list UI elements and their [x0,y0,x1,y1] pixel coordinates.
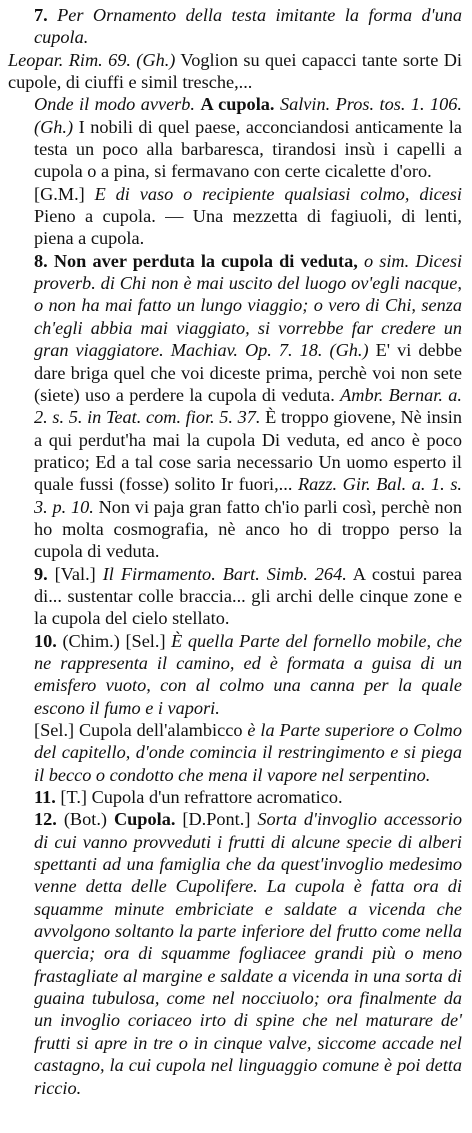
sel-term: Cupola dell'alambicco [78,720,243,740]
sense-8 [8,250,462,563]
source-tag: [T.] [60,787,87,808]
sense-7-gm [8,183,462,250]
quote: I nobili di quel paese, acconciandosi anticamente la testa un poco alla barbaresca, tirandosi insù i capelli a cupola o a pina, si fermavano con certe cicalette d'oro. [34,116,462,182]
sense-definition: Dicesi proverb. di Chi non è mai uscito del luogo ov'egli nacque, o non ha mai fatto un lungo viaggio; o vero di Chi, senza ch'egli abbia mai viaggiato, si vorrebbe far credere un gran viaggiatore. [34,250,463,361]
citation: Ambr. Bernar. a. 2. s. 5. in Teat. com. fior. 5. 37. [34,384,463,428]
sense-definition: Il Firmamento. [102,563,216,584]
domain-tag: (Bot.) [63,809,107,830]
citation: Machiav. Op. 7. 18. (Gh.) [170,340,369,361]
domain-tag: (Chim.) [62,630,120,651]
sense-10 [8,630,462,719]
locution-label: Onde il modo avverb. [34,94,196,115]
sense-definition: È quella Parte del fornello mobile, che ne rappresenta il camino, ed è formata a guisa di un emisfero vuoto, con al colmo una canna per la quale escono il fumo e i vapori. [34,630,463,718]
quote: A costui parea di... sustentar colle braccia... gli archi delle cinque zone e la cupola del cielo stellato. [34,563,463,629]
sense-number: 10. [34,630,57,651]
sel-definition: è la Parte superiore o Colmo del capitello, d'onde comincia il restringimento e si piega il becco o condotto che mena il vapore nel serpentino. [34,720,462,785]
phrase: Non aver perduta la cupola di veduta, [53,250,358,271]
sense-number: 7. [34,5,48,25]
quote: È troppo giovene, Nè insin a qui perdut'ha mai la cupola Di veduta, ed anco è poco pratico; Ed a tal cose saria necessario Un uomo esperto il quale fussi (fosse) solito Ir fuori,... [34,407,462,495]
sense-9 [8,563,462,630]
gm-example: Pieno a cupola. — Una mezzetta di fagiuoli, di lenti, piena a cupola. [34,206,462,249]
source-tag: [D.Pont.] [182,809,251,830]
sense-7 [8,4,462,49]
citation: Razz. Gir. Bal. a. 1. s. 3. p. 10. [34,474,463,517]
sense-text: Cupola d'un refrattore acromatico. [91,787,343,808]
sense-number: 11. [34,787,56,808]
sense-7-body [8,49,462,94]
phrase-note: o sim. [363,250,410,271]
source-tag: [Sel.] [125,630,166,651]
citation: Bart. Simb. 264. [222,563,347,584]
sense-number: 8. [34,250,48,271]
sense-10-sel [8,719,462,786]
sense-definition: Sorta d'invoglio accessorio di cui vanno provveduti i frutti di alcune specie di alberi spettanti ad una famiglia che da quest'invoglio medesimo venne detta delle Cupolifere. La cupola è fatta ora di squamme minute embriciate e saldate a vicenda che avvolgono soltanto la parte inferiore del frutto come nella quercia; ora di squamme fogliacee grandi più o meno frastagliate al margine e saldate a vicenda in una sorta di guaina tubulosa, come nel nocciuolo; ora finalmente da un invoglio coriaceo irto di spine che nel maturare de' frutti si apre in tre o in cinque valve, siccome accade nel castagno, la cui cupola nel linguaggio comune è poi detta riccio. [34,809,463,1098]
sense-definition: Per Ornamento della testa imitante la forma d'una cupola. [34,5,462,48]
sense-11 [8,786,462,808]
quote: Voglion su quei capacci tante sorte Di cupole, di ciuffi e simil tresche,... [8,49,462,93]
citation: Salvin. Pros. tos. 1. 106. (Gh.) [34,94,462,137]
gm-definition: E di vaso o recipiente qualsiasi colmo, dicesi [94,183,462,204]
source-tag: [G.M.] [34,183,85,204]
quote: Non vi paja gran fatto ch'io parli così, perchè non ho molta cosmografia, nè anco ho di troppo perso la cupola di veduta. [34,496,462,562]
sense-number: 9. [34,563,48,584]
sense-7-locution [8,93,462,182]
source-tag: [Sel.] [34,720,75,740]
sense-12 [8,808,462,1098]
headword: Cupola. [113,809,176,830]
source-tag: [Val.] [54,563,96,584]
quote: E' vi debbe dare briga quel che voi diceste prima, perchè voi non sete (siete) uso a perdere la cupola di veduta. [34,340,462,405]
sense-number: 12. [34,809,57,830]
citation: Leopar. Rim. 69. (Gh.) [8,49,176,70]
locution-phrase: A cupola. [200,94,275,115]
